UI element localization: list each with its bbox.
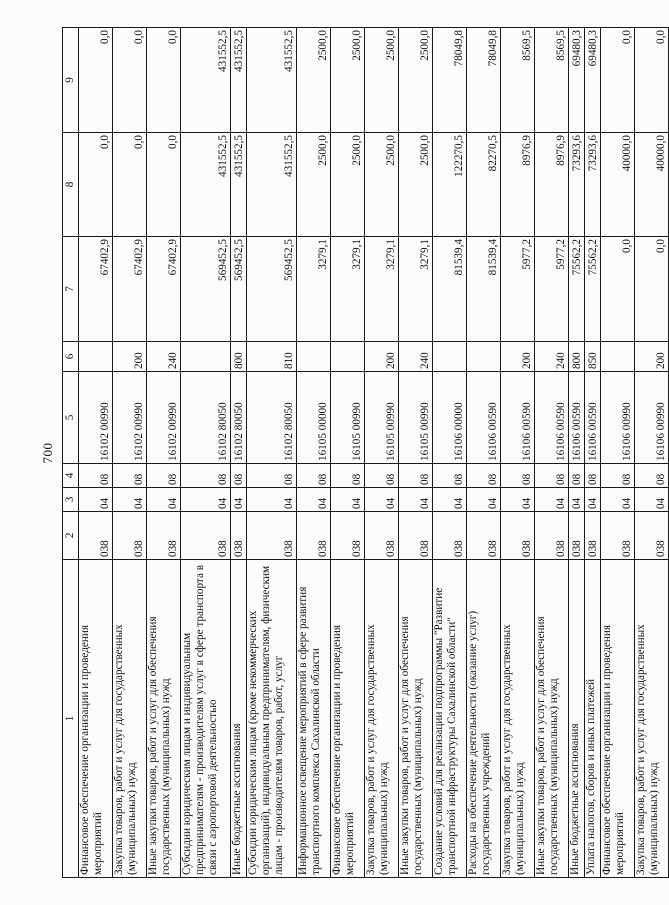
row-name: Закупка товаров, работ и услуг для государственных (муниципальных) нужд: [635, 560, 669, 878]
code-section: 04: [635, 488, 669, 512]
amount-year-3: 431552,5: [181, 28, 231, 133]
amount-year-3: 69480,3: [585, 28, 601, 133]
code-ministry: 038: [501, 512, 535, 560]
amount-year-2: 2500,0: [297, 133, 331, 237]
code-expense-type: 800: [569, 342, 585, 372]
code-expense-type: 200: [501, 342, 535, 372]
amount-year-3: 0,0: [113, 28, 147, 133]
amount-year-3: 8569,5: [501, 28, 535, 133]
code-expense-type: 200: [635, 342, 669, 372]
rotated-content: [36, 28, 667, 878]
amount-year-1: 67402,9: [79, 237, 113, 342]
code-section: 04: [147, 488, 181, 512]
code-expense-type: [601, 342, 635, 372]
code-ministry: 038: [365, 512, 399, 560]
code-target-article: 16106 00990: [601, 372, 635, 464]
code-target-article: 16102 00990: [113, 372, 147, 464]
table-row: [297, 28, 331, 878]
amount-year-1: 5977,2: [501, 237, 535, 342]
code-subsection: 08: [297, 464, 331, 488]
amount-year-2: 431552,5: [181, 133, 231, 237]
code-subsection: 08: [467, 464, 501, 488]
amount-year-1: 81539,4: [467, 237, 501, 342]
amount-year-3: 2500,0: [297, 28, 331, 133]
column-header: 6: [63, 342, 79, 372]
table-row: [569, 28, 585, 878]
code-target-article: 16105 00990: [331, 372, 365, 464]
amount-year-2: 122270,5: [433, 133, 467, 237]
row-name: Иные бюджетные ассигнования: [569, 560, 585, 878]
code-ministry: 038: [147, 512, 181, 560]
code-ministry: 038: [181, 512, 231, 560]
code-target-article: 16106 00990: [635, 372, 669, 464]
code-expense-type: 240: [399, 342, 433, 372]
table-row: [635, 28, 669, 878]
amount-year-3: 0,0: [635, 28, 669, 133]
amount-year-1: 0,0: [601, 237, 635, 342]
amount-year-2: 2500,0: [331, 133, 365, 237]
column-header: 1: [63, 560, 79, 878]
code-subsection: 08: [433, 464, 467, 488]
code-target-article: 16102 80050: [181, 372, 231, 464]
amount-year-1: 75562,2: [569, 237, 585, 342]
amount-year-3: 69480,3: [569, 28, 585, 133]
amount-year-3: 2500,0: [331, 28, 365, 133]
code-expense-type: 800: [231, 342, 247, 372]
code-subsection: 08: [585, 464, 601, 488]
code-expense-type: [297, 342, 331, 372]
amount-year-3: 0,0: [147, 28, 181, 133]
code-subsection: 08: [113, 464, 147, 488]
code-expense-type: [433, 342, 467, 372]
code-target-article: 16106 00590: [569, 372, 585, 464]
code-section: 04: [399, 488, 433, 512]
table-row: [433, 28, 467, 878]
row-name: Закупка товаров, работ и услуг для государственных (муниципальных) нужд: [113, 560, 147, 878]
code-ministry: 038: [331, 512, 365, 560]
column-header: 5: [63, 372, 79, 464]
amount-year-3: 8569,5: [535, 28, 569, 133]
code-target-article: 16102 80050: [247, 372, 297, 464]
row-name: Информационное освещение мероприятий в сфере развития транспортного комплекса Сахалинской области: [297, 560, 331, 878]
row-name: Иные закупки товаров, работ и услуг для обеспечения государственных (муниципальных) нужд: [535, 560, 569, 878]
amount-year-1: 569452,5: [247, 237, 297, 342]
amount-year-3: 2500,0: [365, 28, 399, 133]
code-expense-type: [181, 342, 231, 372]
amount-year-3: 431552,5: [247, 28, 297, 133]
table-row: [147, 28, 181, 878]
code-ministry: 038: [297, 512, 331, 560]
amount-year-3: 0,0: [601, 28, 635, 133]
amount-year-1: 3279,1: [297, 237, 331, 342]
row-name: Создание условий для реализации подпрограммы "Развитие транспортной инфраструктуры Сахалинской области": [433, 560, 467, 878]
amount-year-2: 8976,9: [535, 133, 569, 237]
code-target-article: 16106 00590: [501, 372, 535, 464]
amount-year-2: 0,0: [113, 133, 147, 237]
code-expense-type: [331, 342, 365, 372]
table-row: [535, 28, 569, 878]
amount-year-2: 8976,9: [501, 133, 535, 237]
code-ministry: 038: [231, 512, 247, 560]
code-subsection: 08: [147, 464, 181, 488]
amount-year-2: 431552,5: [231, 133, 247, 237]
amount-year-1: 81539,4: [433, 237, 467, 342]
row-name: Уплата налогов, сборов и иных платежей: [585, 560, 601, 878]
code-target-article: 16106 00590: [535, 372, 569, 464]
code-subsection: 08: [365, 464, 399, 488]
table-body: [79, 28, 669, 878]
code-target-article: 16106 00590: [467, 372, 501, 464]
amount-year-3: 431552,5: [231, 28, 247, 133]
code-ministry: 038: [113, 512, 147, 560]
code-section: 04: [467, 488, 501, 512]
code-expense-type: 240: [147, 342, 181, 372]
code-ministry: 038: [585, 512, 601, 560]
column-header: 7: [63, 237, 79, 342]
table-row: [501, 28, 535, 878]
code-ministry: 038: [535, 512, 569, 560]
amount-year-2: 40000,0: [601, 133, 635, 237]
code-section: 04: [79, 488, 113, 512]
table-row: [331, 28, 365, 878]
code-ministry: 038: [433, 512, 467, 560]
code-target-article: 16106 00000: [433, 372, 467, 464]
code-section: 04: [231, 488, 247, 512]
amount-year-1: 3279,1: [399, 237, 433, 342]
row-name: Субсидии юридическим лицам (кроме некоммерческих организаций), индивидуальным предпринимателям, физическим лицам - производителям товаров, работ, услуг: [247, 560, 297, 878]
code-subsection: 08: [79, 464, 113, 488]
code-section: 04: [181, 488, 231, 512]
code-section: 04: [535, 488, 569, 512]
code-section: 04: [297, 488, 331, 512]
code-ministry: 038: [467, 512, 501, 560]
amount-year-2: 0,0: [79, 133, 113, 237]
row-name: Закупка товаров, работ и услуг для государственных (муниципальных) нужд: [501, 560, 535, 878]
code-section: 04: [433, 488, 467, 512]
amount-year-1: 3279,1: [331, 237, 365, 342]
row-name: Расходы на обеспечение деятельности (оказание услуг) государственных учреждений: [467, 560, 501, 878]
row-name: Иные бюджетные ассигнования: [231, 560, 247, 878]
row-name: Финансовое обеспечение организации и проведения мероприятий: [331, 560, 365, 878]
code-subsection: 08: [569, 464, 585, 488]
code-expense-type: 240: [535, 342, 569, 372]
header-row: [63, 28, 79, 878]
row-name: Иные закупки товаров, работ и услуг для обеспечения государственных (муниципальных) нужд: [147, 560, 181, 878]
row-name: Финансовое обеспечение организации и проведения мероприятий: [79, 560, 113, 878]
code-ministry: 038: [635, 512, 669, 560]
table-row: [585, 28, 601, 878]
code-subsection: 08: [399, 464, 433, 488]
code-expense-type: [467, 342, 501, 372]
amount-year-1: 67402,9: [113, 237, 147, 342]
amount-year-2: 431552,5: [247, 133, 297, 237]
code-subsection: 08: [231, 464, 247, 488]
code-section: 04: [331, 488, 365, 512]
table-row: [399, 28, 433, 878]
amount-year-3: 2500,0: [399, 28, 433, 133]
table-row: [467, 28, 501, 878]
column-header: 4: [63, 464, 79, 488]
row-name: Финансовое обеспечение организации и проведения мероприятий: [601, 560, 635, 878]
table-row: [231, 28, 247, 878]
amount-year-3: 78049,8: [433, 28, 467, 133]
code-expense-type: 200: [113, 342, 147, 372]
code-section: 04: [601, 488, 635, 512]
amount-year-2: 2500,0: [399, 133, 433, 237]
amount-year-2: 73293,6: [569, 133, 585, 237]
code-target-article: 16106 00590: [585, 372, 601, 464]
code-expense-type: 810: [247, 342, 297, 372]
code-section: 04: [247, 488, 297, 512]
code-subsection: 08: [635, 464, 669, 488]
code-target-article: 16105 00000: [297, 372, 331, 464]
code-ministry: 038: [569, 512, 585, 560]
code-subsection: 08: [181, 464, 231, 488]
amount-year-1: 0,0: [635, 237, 669, 342]
code-ministry: 038: [247, 512, 297, 560]
code-subsection: 08: [331, 464, 365, 488]
code-target-article: 16102 80050: [231, 372, 247, 464]
amount-year-2: 82270,5: [467, 133, 501, 237]
row-name: Закупка товаров, работ и услуг для государственных (муниципальных) нужд: [365, 560, 399, 878]
code-expense-type: 850: [585, 342, 601, 372]
code-section: 04: [569, 488, 585, 512]
amount-year-3: 78049,8: [467, 28, 501, 133]
code-ministry: 038: [601, 512, 635, 560]
column-header: 8: [63, 133, 79, 237]
amount-year-2: 0,0: [147, 133, 181, 237]
amount-year-1: 569452,5: [181, 237, 231, 342]
code-section: 04: [113, 488, 147, 512]
code-section: 04: [365, 488, 399, 512]
code-target-article: 16102 00990: [147, 372, 181, 464]
code-subsection: 08: [247, 464, 297, 488]
table-row: [113, 28, 147, 878]
code-subsection: 08: [501, 464, 535, 488]
table-row: [601, 28, 635, 878]
amount-year-2: 40000,0: [635, 133, 669, 237]
amount-year-2: 73293,6: [585, 133, 601, 237]
code-ministry: 038: [79, 512, 113, 560]
amount-year-2: 2500,0: [365, 133, 399, 237]
code-subsection: 08: [601, 464, 635, 488]
column-header: 9: [63, 28, 79, 133]
code-target-article: 16105 00990: [365, 372, 399, 464]
code-section: 04: [585, 488, 601, 512]
code-target-article: 16105 00990: [399, 372, 433, 464]
table-row: [181, 28, 231, 878]
amount-year-1: 67402,9: [147, 237, 181, 342]
amount-year-1: 5977,2: [535, 237, 569, 342]
code-subsection: 08: [535, 464, 569, 488]
code-target-article: 16102 00990: [79, 372, 113, 464]
amount-year-1: 569452,5: [231, 237, 247, 342]
code-section: 04: [501, 488, 535, 512]
table-row: [365, 28, 399, 878]
column-header: 3: [63, 488, 79, 512]
table-row: [79, 28, 113, 878]
amount-year-1: 3279,1: [365, 237, 399, 342]
table-row: [247, 28, 297, 878]
code-ministry: 038: [399, 512, 433, 560]
code-expense-type: 200: [365, 342, 399, 372]
budget-table: [62, 27, 669, 878]
row-name: Иные закупки товаров, работ и услуг для обеспечения государственных (муниципальных) нужд: [399, 560, 433, 878]
code-expense-type: [79, 342, 113, 372]
column-header: 2: [63, 512, 79, 560]
amount-year-3: 0,0: [79, 28, 113, 133]
page-number: 700: [40, 442, 55, 464]
row-name: Субсидии юридическим лицам и индивидуальным предпринимателям - производителям услуг в сфере транспорта в связи с аэропортовой деятельностью: [181, 560, 231, 878]
amount-year-1: 75562,2: [585, 237, 601, 342]
